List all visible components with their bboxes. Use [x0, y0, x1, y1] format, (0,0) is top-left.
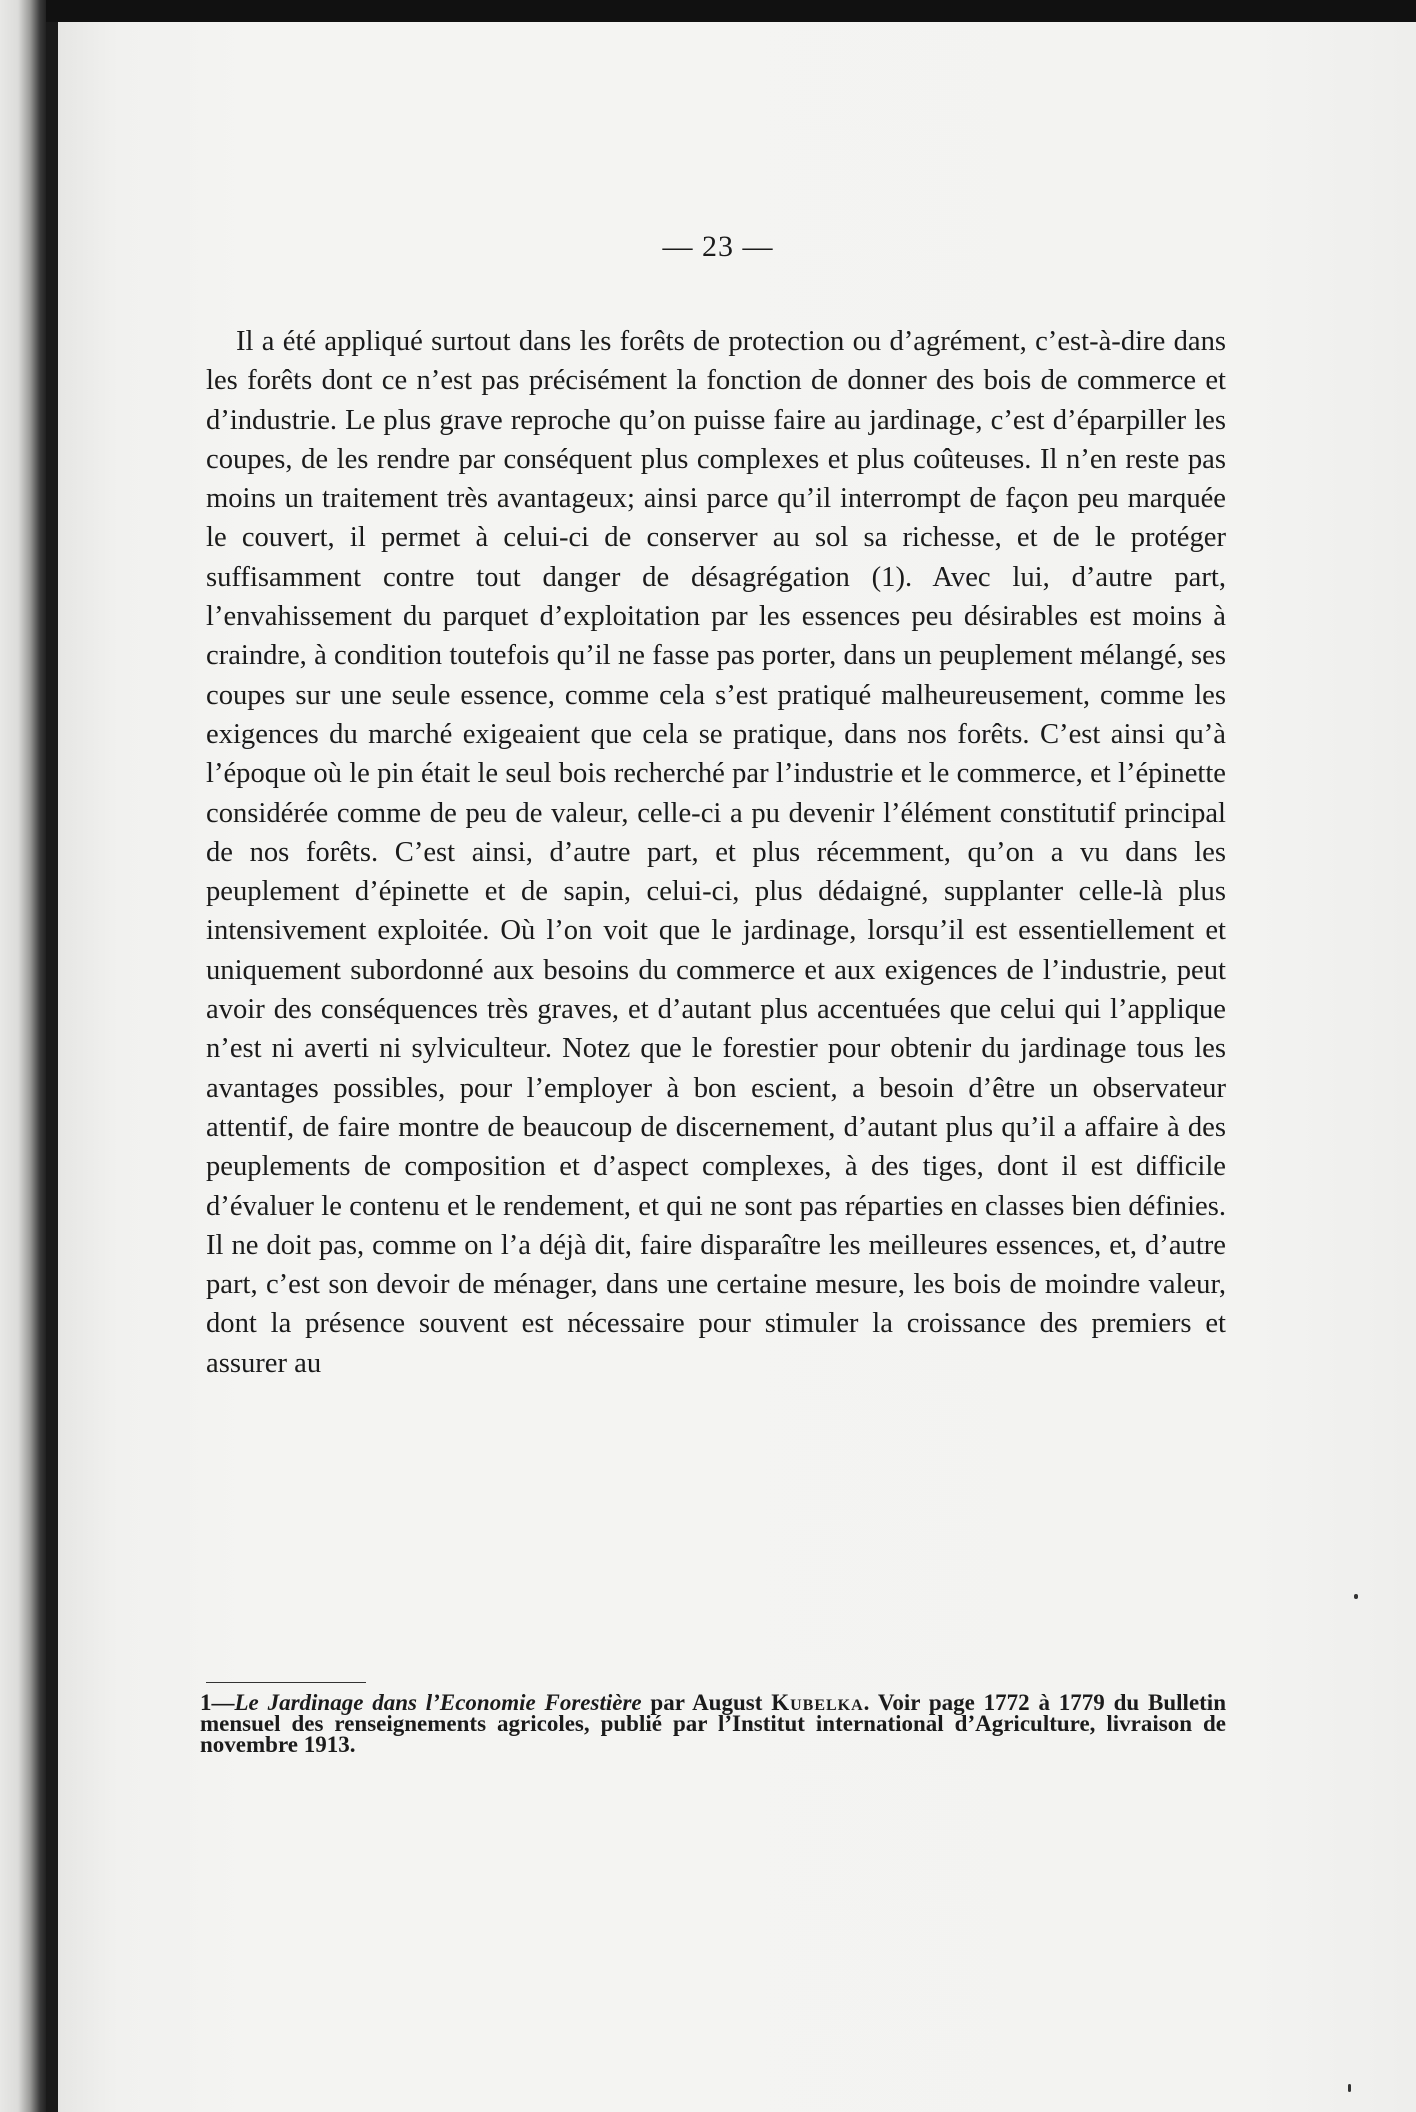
footnote-text: . Voir page 1772 à 1779 du Bulletin mensuel des renseignements agricoles, publié par l’Institut international d’Agriculture, livraison de novembre 1913.	[200, 1690, 1226, 1757]
footnote-title: Le Jardinage dans l’Economie Forestière	[234, 1690, 642, 1715]
footnote	[200, 1692, 1226, 1755]
scan-speck	[1354, 1594, 1358, 1599]
footnote-by: par August	[641, 1690, 772, 1715]
book-binding-edge	[0, 0, 46, 2112]
scan-border	[0, 0, 1416, 22]
footnote-number: 1—	[200, 1690, 235, 1715]
body-paragraph	[206, 322, 1226, 1383]
footnote-author: Kubelka	[771, 1690, 864, 1715]
body-paragraph-text: Il a été appliqué surtout dans les forêts de protection ou d’agrément, c’est-à-dire dans les forêts dont ce n’est pas précisément la fonction de donner des bois de commerce et d’industrie. Le plus grave reproche qu’on puisse faire au jardinage, c’est d’éparpiller les coupes, de les rendre par conséquent plus complexes et plus coûteuses. Il n’en reste pas moins un traitement très avantageux; ainsi parce qu’il interrompt de façon peu marquée le couvert, il permet à celui-ci de conserver au sol sa richesse, et de le protéger suffisamment contre tout danger de désagrégation (1). Avec lui, d’autre part, l’envahissement du parquet d’exploitation par les essences peu désirables est moins à craindre, à condition toutefois qu’il ne fasse pas porter, dans un peuplement mélangé, ses coupes sur une seule essence, comme cela s’est pratiqué malheureusement, comme les exigences du marché exigeaient que cela se pratique, dans nos forêts. C’est ainsi qu’à l’époque où le pin était le seul bois recherché par l’industrie et le commerce, et l’épinette considérée comme de peu de valeur, celle-ci a pu devenir l’élément constitutif principal de nos forêts. C’est ainsi, d’autre part, et plus récemment, qu’on a vu dans les peuplement d’épinette et de sapin, celui-ci, plus dédaigné, supplanter celle-là plus intensivement exploitée. Où l’on voit que le jardinage, lorsqu’il est essentiellement et uniquement subordonné aux besoins du commerce et aux exigences de l’industrie, peut avoir des conséquences très graves, et d’autant plus accentuées que celui qui l’applique n’est ni averti ni sylviculteur. Notez que le forestier pour obtenir du jardinage tous les avantages possibles, pour l’employer à bon escient, a besoin d’être un observateur attentif, de faire montre de beaucoup de discernement, d’autant plus qu’il a affaire à des peuplements de composition et d’aspect complexes, à des tiges, dont il est difficile d’évaluer le contenu et le rendement, et qui ne sont pas réparties en classes bien définies. Il ne doit pas, comme on l’a déjà dit, faire disparaître les meilleures essences, et, d’autre part, c’est son devoir de ménager, dans une certaine mesure, les bois de moindre valeur, dont la présence souvent est nécessaire pour stimuler la croissance des premiers et assurer au	[206, 326, 1226, 1379]
scan-speck	[1348, 2084, 1351, 2092]
footnote-divider	[206, 1682, 366, 1683]
page-number: — 23 —	[662, 230, 774, 263]
book-page	[58, 22, 1416, 2112]
